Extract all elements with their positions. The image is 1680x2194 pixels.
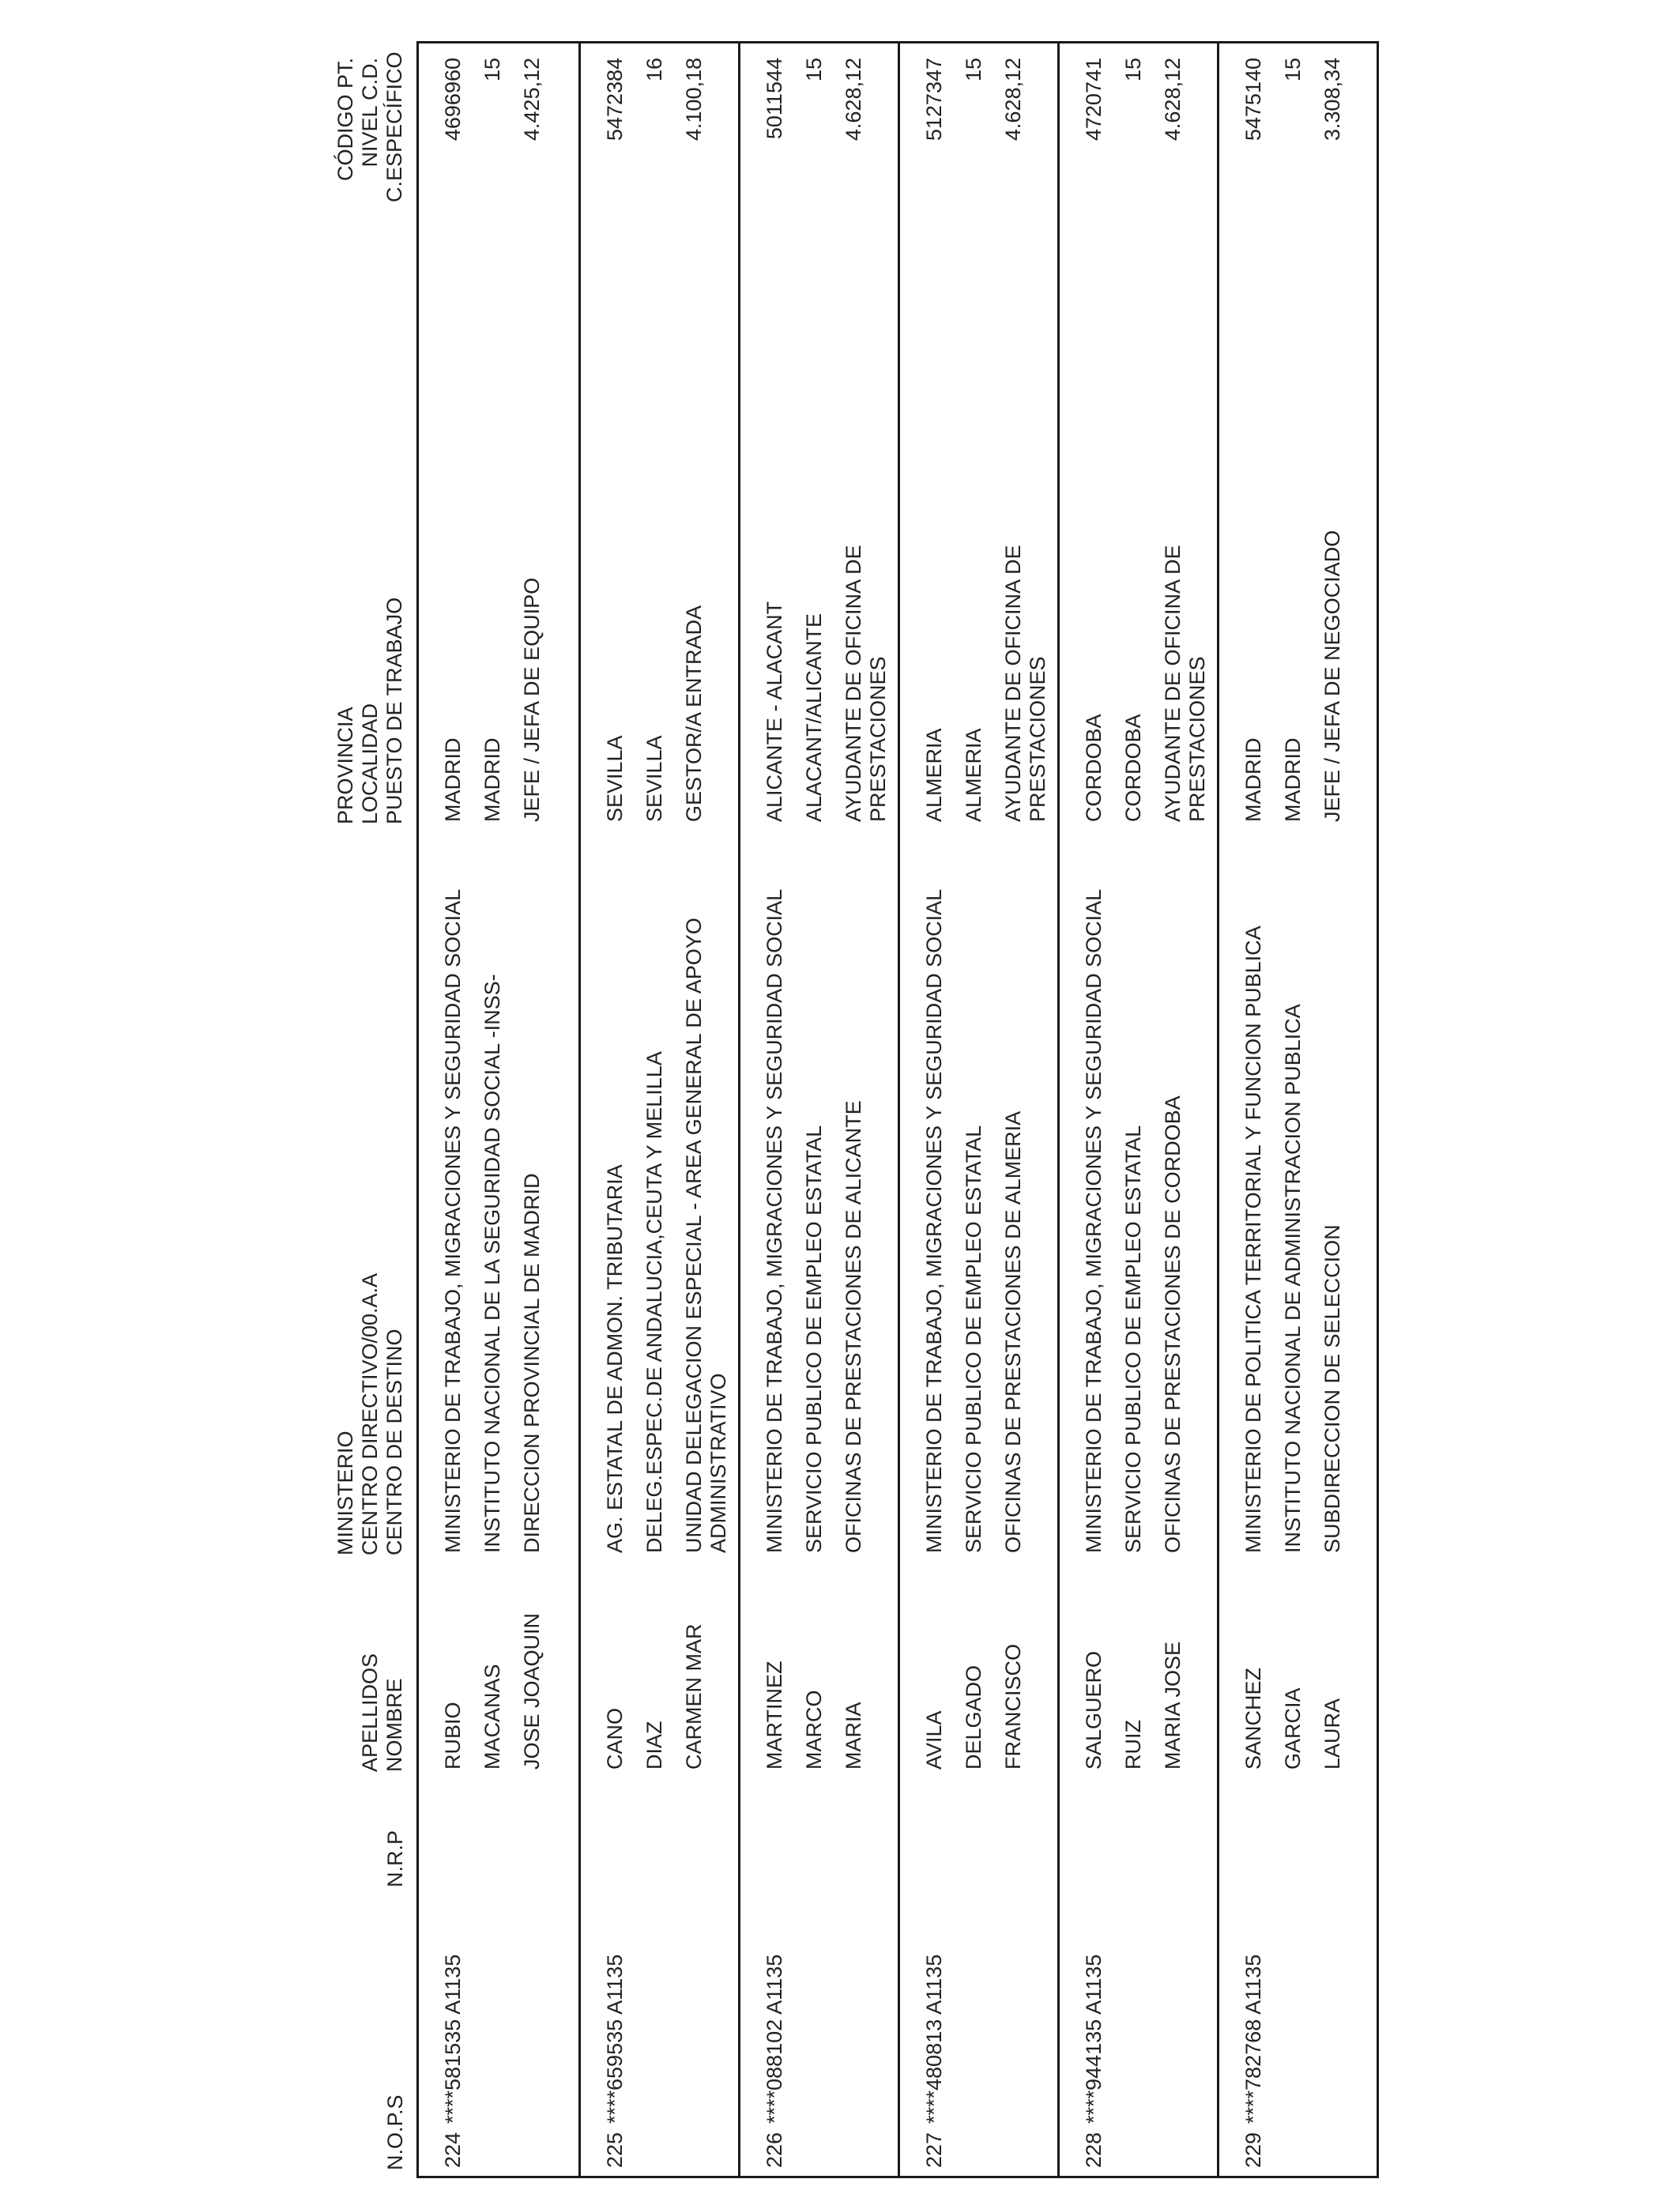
header-provincia-line: PROVINCIA [333,707,357,824]
record-centro-line: SUBDIRECCION DE SELECCION [1320,1224,1344,1553]
record-code-line: 15 [1121,58,1145,82]
header-centro-directivo-line: CENTRO DIRECTIVO/00.A.A [358,1272,382,1555]
records-table [416,41,1379,2178]
record-centro-line: INSTITUTO NACIONAL DE LA SEGURIDAD SOCIAL -INSS- [480,974,504,1553]
record-block [578,43,736,2176]
record-name-line: CANO [603,1707,627,1770]
record-code-line: 15 [802,58,826,82]
record-name-line: MARIA JOSE [1161,1641,1185,1770]
record-code-line: 5475140 [1241,58,1265,141]
record-name-line: MARTINEZ [763,1661,786,1770]
record-place-line: SEVILLA [603,735,627,822]
record-name-line: RUBIO [441,1702,465,1770]
record-name-line: GARCIA [1281,1687,1305,1770]
record-centro-line: MINISTERIO DE TRABAJO, MIGRACIONES Y SEGURIDAD SOCIAL [763,888,786,1553]
record-centro-line: SERVICIO PUBLICO DE EMPLEO ESTATAL [962,1125,985,1553]
record-code-line: 15 [962,58,985,82]
record-centro-line: MINISTERIO DE TRABAJO, MIGRACIONES Y SEGURIDAD SOCIAL [922,888,946,1553]
record-name-line: FRANCISCO [1001,1643,1025,1770]
record-nops: 226 [763,2132,786,2168]
header-especifico-line: C.ESPECÍFICO [382,51,406,202]
header-ministerio-line: MINISTERIO [333,1431,357,1555]
header-nops [383,2094,408,2170]
record-nrp: ****782768 A1135 [1241,1954,1265,2124]
record-place-line: CORDOBA [1121,714,1145,822]
record-code-line: 4.425,12 [520,58,544,141]
record-centro-line: SERVICIO PUBLICO DE EMPLEO ESTATAL [802,1125,826,1553]
header-ministerio [333,1273,407,1555]
record-place-line: MADRID [1281,737,1305,822]
record-place-line: ALACANT/ALICANTE [802,613,826,822]
record-code-line: 15 [480,58,504,82]
record-nops: 227 [922,2132,946,2168]
record-nops: 228 [1082,2132,1106,2168]
record-place-line: CORDOBA [1082,714,1106,822]
record-place-line: AYUDANTE DE OFICINA DE PRESTACIONES [1001,545,1049,822]
record-place-line: AYUDANTE DE OFICINA DE PRESTACIONES [842,545,890,822]
record-name-line: SALGUERO [1082,1650,1106,1770]
record-nrp: ****659535 A1135 [603,1954,627,2124]
record-centro-line: OFICINAS DE PRESTACIONES DE CORDOBA [1161,1095,1185,1553]
record-place-line: JEFE / JEFA DE NEGOCIADO [1320,530,1344,822]
record-code-line: 5127347 [922,58,946,141]
record-place-line: SEVILLA [642,735,666,822]
record-name-line: MACANAS [480,1664,504,1770]
record-nops: 225 [603,2132,627,2168]
record-centro-line: OFICINAS DE PRESTACIONES DE ALMERIA [1001,1110,1025,1553]
record-name-line: AVILA [922,1710,946,1770]
record-centro-line: SERVICIO PUBLICO DE EMPLEO ESTATAL [1121,1125,1145,1553]
record-centro-line: MINISTERIO DE TRABAJO, MIGRACIONES Y SEGURIDAD SOCIAL [1082,888,1106,1553]
record-name-line: SANCHEZ [1241,1667,1265,1770]
record-name-line: RUIZ [1121,1720,1145,1770]
record-place-line: MADRID [1241,737,1265,822]
record-code-line: 4720741 [1082,58,1106,141]
header-nops-label: N.O.P.S [383,2094,407,2170]
record-block [419,43,577,2176]
record-code-line: 16 [642,58,666,82]
record-code-line: 4696960 [441,58,465,141]
record-centro-line: INSTITUTO NACIONAL DE ADMINISTRACION PUBLICA [1281,1004,1305,1553]
record-name-line: LAURA [1320,1698,1344,1770]
header-nrp [383,1830,408,1887]
record-place-line: ALMERIA [922,728,946,822]
header-codigo [333,51,407,202]
record-centro-line: UNIDAD DELEGACION ESPECIAL - AREA GENERAL DE APOYO ADMINISTRATIVO [682,918,730,1553]
record-code-line: 4.628,12 [1001,58,1025,141]
record-centro-line: MINISTERIO DE TRABAJO, MIGRACIONES Y SEGURIDAD SOCIAL [441,888,465,1553]
record-name-line: MARIA [842,1702,865,1770]
record-nrp: ****944135 A1135 [1082,1954,1106,2124]
record-nops: 224 [441,2132,465,2168]
header-apellidos-line: APELLIDOS [358,1653,382,1772]
header-provincia [333,598,407,824]
record-block [738,43,896,2176]
record-centro-line: MINISTERIO DE POLITICA TERRITORIAL Y FUNCION PUBLICA [1241,925,1265,1553]
record-centro-line: AG. ESTATAL DE ADMON. TRIBUTARIA [603,1164,627,1553]
header-nrp-label: N.R.P [383,1830,407,1887]
record-block [898,43,1056,2176]
record-nrp: ****480813 A1135 [922,1954,946,2124]
header-codigo-line: CÓDIGO PT. [333,58,357,182]
record-centro-line: OFICINAS DE PRESTACIONES DE ALICANTE [842,1100,865,1553]
record-code-line: 5011544 [763,58,786,140]
header-nivel-line: NIVEL C.D. [358,58,382,168]
record-name-line: CARMEN MAR [682,1623,706,1770]
header-centro-destino-line: CENTRO DE DESTINO [382,1329,406,1555]
record-centro-line: DELEG.ESPEC.DE ANDALUCIA,CEUTA Y MELILLA [642,1051,666,1553]
record-code-line: 15 [1281,58,1305,82]
record-block [1057,43,1215,2176]
header-nombre-line: NOMBRE [382,1678,406,1772]
header-localidad-line: LOCALIDAD [358,703,382,824]
record-place-line: ALMERIA [962,728,985,822]
record-centro-line: DIRECCION PROVINCIAL DE MADRID [520,1173,544,1553]
header-apellidos [358,1653,407,1772]
record-code-line: 4.628,12 [1161,58,1185,141]
record-block [1217,43,1375,2176]
record-nrp: ****581535 A1135 [441,1954,465,2124]
record-place-line: JEFE / JEFA DE EQUIPO [520,577,544,822]
record-place-line: MADRID [441,737,465,822]
record-place-line: AYUDANTE DE OFICINA DE PRESTACIONES [1161,545,1209,822]
record-place-line: ALICANTE - ALACANT [763,601,786,822]
record-code-line: 4.100,18 [682,58,706,141]
record-name-line: JOSE JOAQUIN [520,1612,544,1770]
record-nrp: ****088102 A1135 [763,1954,786,2124]
record-place-line: MADRID [480,737,504,822]
record-place-line: GESTOR/A ENTRADA [682,605,706,822]
record-name-line: DIAZ [642,1721,666,1770]
record-code-line: 5472384 [603,58,627,141]
record-code-line: 3.308,34 [1320,58,1344,141]
record-code-line: 4.628,12 [842,58,865,141]
record-name-line: MARCO [802,1690,826,1770]
header-puesto-line: PUESTO DE TRABAJO [382,597,406,824]
record-name-line: DELGADO [962,1664,985,1770]
record-nops: 229 [1241,2132,1265,2168]
